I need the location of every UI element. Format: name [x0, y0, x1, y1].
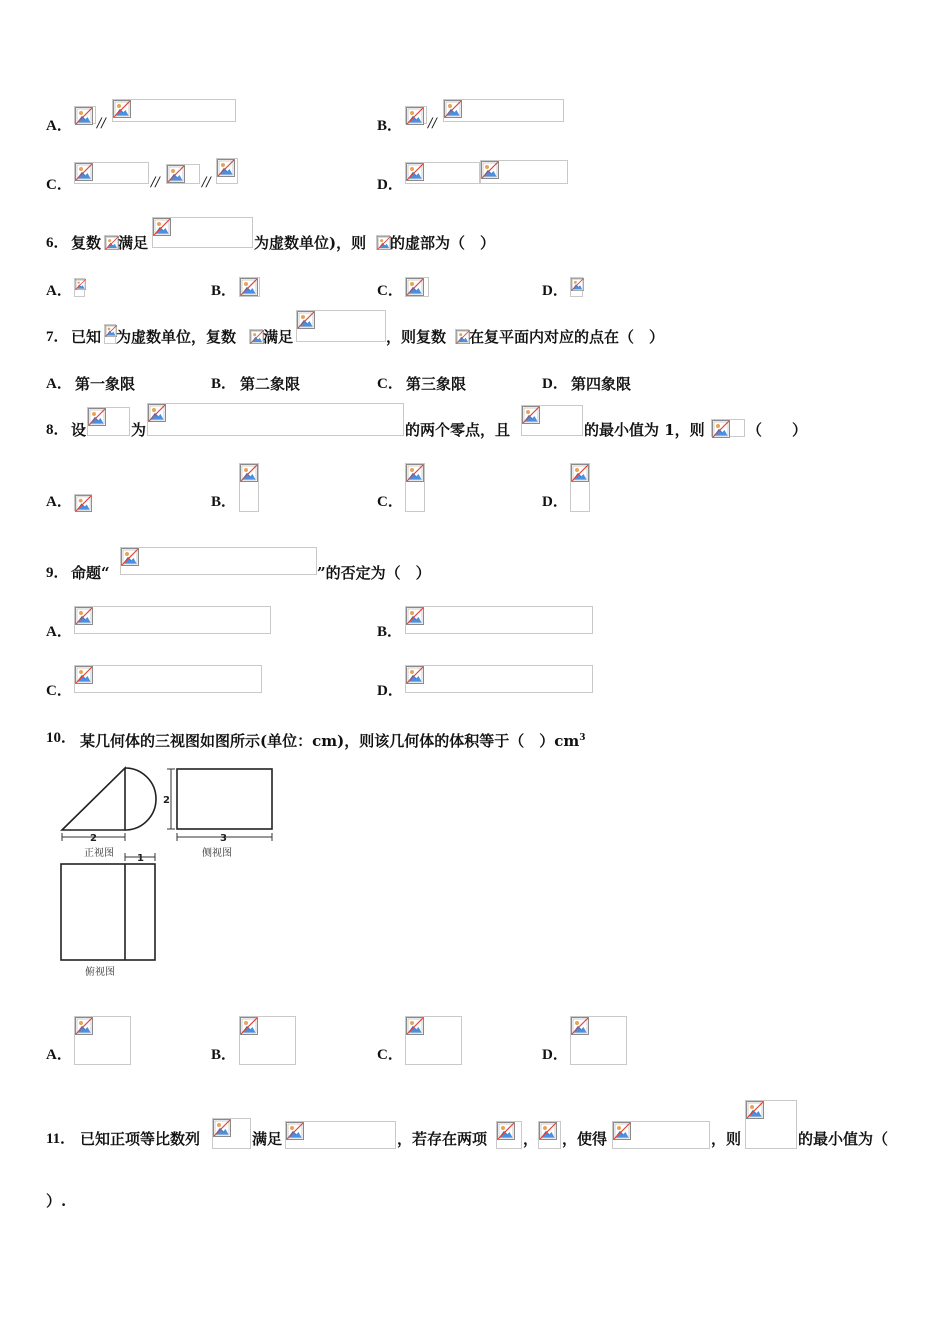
q11-text-1: 已知正项等比数列 [80, 1130, 201, 1148]
q6-text-1: 复数 [71, 234, 102, 252]
q10-text-body: 某几何体的三视图如图所示(单位：cm)，则该几何体的体积等于（ ）cm [80, 732, 580, 750]
q9-option-a [74, 606, 271, 634]
q7-option-b-label: B． [211, 376, 237, 392]
q8-x1x2 [87, 407, 130, 436]
broken-image-icon [497, 1122, 515, 1140]
q5-c-formula-3 [216, 158, 238, 184]
broken-image-icon [75, 666, 93, 684]
q6-option-a-label: A． [46, 283, 72, 299]
broken-image-icon [406, 607, 424, 625]
top-view-rectangle [61, 864, 155, 960]
q8-option-a-label: A． [46, 494, 72, 510]
q6-z2 [376, 235, 390, 250]
q8-text-4: 的最小值为 1，则 [584, 421, 705, 439]
broken-image-icon [75, 163, 93, 181]
broken-image-icon [571, 464, 589, 482]
broken-image-icon [456, 330, 470, 344]
q11-text-5: ，使得 [562, 1130, 608, 1148]
q5-d-formula-2 [480, 160, 568, 184]
q7-text-5: 在复平面内对应的点在（ ） [469, 328, 665, 346]
q5-a-parallel: // [97, 116, 106, 131]
q8-option-b-label: B． [211, 494, 237, 510]
q7-z [249, 329, 263, 344]
dim-label-2-height: 2 [163, 795, 170, 806]
q5-option-b-label: B． [377, 118, 403, 134]
broken-image-icon [88, 408, 106, 426]
q6-option-b [239, 277, 260, 297]
q10-option-d [570, 1016, 627, 1065]
q6-option-d-label: D． [542, 283, 568, 299]
q8-text-5: （ ） [747, 421, 808, 439]
broken-image-icon [406, 107, 424, 125]
q9-proposition [120, 547, 317, 575]
broken-image-icon [444, 100, 462, 118]
broken-image-icon [217, 159, 235, 177]
broken-image-icon [297, 311, 315, 329]
q9-option-a-label: A． [46, 624, 72, 640]
dim-label-3: 3 [220, 833, 227, 844]
q7-option-a-text: 第一象限 [75, 375, 136, 393]
dim-label-2-bottom: 2 [90, 833, 97, 844]
broken-image-icon [712, 420, 730, 438]
broken-image-icon [75, 1017, 93, 1035]
broken-image-icon [153, 218, 171, 236]
q11-sequence [212, 1118, 251, 1149]
q10-number: 10． [46, 730, 77, 746]
q11-number: 11． [46, 1131, 76, 1147]
q6-option-b-label: B． [211, 283, 237, 299]
q11-condition [285, 1121, 396, 1149]
q9-option-b [405, 606, 593, 634]
q9-option-c [74, 665, 262, 693]
q6-equation [152, 217, 253, 248]
broken-image-icon [613, 1122, 631, 1140]
q5-a-formula-2 [112, 99, 236, 122]
q10-option-d-label: D． [542, 1047, 568, 1063]
dim-label-1: 1 [137, 853, 144, 864]
broken-image-icon [240, 1017, 258, 1035]
q6-z [104, 235, 118, 250]
q11-text-2: 满足 [252, 1130, 283, 1148]
broken-image-icon [746, 1101, 764, 1119]
broken-image-icon [406, 666, 424, 684]
q11-text-8: ）. [46, 1192, 67, 1210]
broken-image-icon [75, 279, 86, 290]
q7-text-1: 已知 [71, 328, 102, 346]
q10-option-c-label: C． [377, 1047, 403, 1063]
q8-text-2: 为 [131, 421, 147, 439]
q6-number: 6． [46, 235, 69, 251]
q8-text-1: 设 [71, 421, 87, 439]
broken-image-icon [406, 163, 424, 181]
q8-option-c [405, 463, 425, 512]
broken-image-icon [481, 161, 499, 179]
q8-text-3: 的两个零点，且 [405, 421, 511, 439]
q5-option-c-label: C． [46, 177, 72, 193]
q5-d-formula-1 [405, 162, 480, 184]
q7-i [104, 324, 116, 344]
q10-option-b [239, 1016, 296, 1065]
broken-image-icon [539, 1122, 557, 1140]
broken-image-icon [240, 464, 258, 482]
q5-a-formula-1 [74, 106, 96, 124]
q9-text-2: ”的否定为（ ） [317, 564, 431, 582]
q7-number: 7． [46, 329, 69, 345]
q8-number: 8． [46, 422, 69, 438]
broken-image-icon [377, 236, 391, 250]
broken-image-icon [213, 1119, 231, 1137]
q7-option-b-text: 第二象限 [240, 375, 301, 393]
q11-text-3: ，若存在两项 [397, 1130, 488, 1148]
q10-unit-superscript: 3 [579, 733, 586, 743]
broken-image-icon [240, 278, 258, 296]
broken-image-icon [571, 278, 584, 291]
three-view-figure [50, 760, 285, 985]
q8-option-d-label: D． [542, 494, 568, 510]
broken-image-icon [148, 404, 166, 422]
side-view-rectangle [177, 769, 272, 829]
q6-option-c-label: C． [377, 283, 403, 299]
q11-equation [612, 1121, 710, 1149]
front-view-triangle [62, 768, 125, 830]
q10-option-a-label: A． [46, 1047, 72, 1063]
q11-am [496, 1121, 522, 1149]
broken-image-icon [286, 1122, 304, 1140]
q5-b-parallel: // [428, 116, 437, 131]
q7-text-3: 满足 [263, 328, 294, 346]
q7-text-4: ，则复数 [386, 328, 447, 346]
broken-image-icon [75, 607, 93, 625]
q6-text-4: 的虚部为（ ） [390, 234, 496, 252]
q6-option-d [570, 277, 583, 297]
q5-b-formula-2 [443, 99, 564, 122]
broken-image-icon [522, 406, 540, 424]
q7-text-2: 为虚数单位，复数 [116, 328, 237, 346]
q8-difference [521, 405, 583, 436]
q11-text-4: ， [523, 1130, 539, 1148]
broken-image-icon [250, 330, 264, 344]
q5-c-parallel-2: // [202, 175, 211, 190]
front-view-label: 正视图 [84, 848, 114, 859]
broken-image-icon [406, 464, 424, 482]
q7-equation [296, 310, 386, 342]
broken-image-icon [113, 100, 131, 118]
broken-image-icon [406, 278, 424, 296]
broken-image-icon [167, 165, 185, 183]
q5-option-a-label: A． [46, 118, 72, 134]
broken-image-icon [571, 1017, 589, 1035]
broken-image-icon [406, 1017, 424, 1035]
q7-z2 [455, 329, 469, 344]
q11-expression [745, 1100, 797, 1149]
q10-text [80, 728, 585, 751]
q10-option-a [74, 1016, 131, 1065]
side-view-label: 侧视图 [202, 848, 232, 859]
q7-option-c-label: C． [377, 376, 403, 392]
q9-option-d-label: D． [377, 683, 403, 699]
q6-text-2: 满足 [118, 234, 149, 252]
broken-image-icon [75, 107, 93, 125]
q7-option-d-text: 第四象限 [571, 375, 632, 393]
q5-b-formula-1 [405, 106, 427, 124]
q6-option-a [74, 278, 85, 297]
q7-option-c-text: 第三象限 [406, 375, 467, 393]
q6-option-c [405, 277, 429, 297]
q10-option-c [405, 1016, 462, 1065]
q5-option-d-label: D． [377, 177, 403, 193]
q8-omega [711, 419, 745, 437]
q9-number: 9． [46, 565, 69, 581]
q11-text-7: 的最小值为（ [798, 1130, 889, 1148]
q8-option-c-label: C． [377, 494, 403, 510]
q9-text-1: 命题“ [71, 564, 110, 582]
q8-option-d [570, 463, 590, 512]
broken-image-icon [121, 548, 139, 566]
broken-image-icon [75, 495, 92, 512]
q9-option-c-label: C． [46, 683, 72, 699]
q11-text-6: ，则 [711, 1130, 742, 1148]
q5-c-formula-1 [74, 162, 149, 184]
top-view-label: 俯视图 [85, 967, 115, 978]
q5-c-parallel-1: // [151, 175, 160, 190]
q5-c-formula-2 [166, 164, 200, 184]
q9-option-b-label: B． [377, 624, 403, 640]
q10-option-b-label: B． [211, 1047, 237, 1063]
q6-text-3: 为虚数单位)，则 [254, 234, 367, 252]
q8-function [147, 403, 404, 436]
q9-option-d [405, 665, 593, 693]
broken-image-icon [105, 236, 119, 250]
q8-option-a [74, 494, 92, 511]
q8-option-b [239, 463, 259, 512]
q11-an [538, 1121, 561, 1149]
q7-option-a-label: A． [46, 376, 72, 392]
front-view-semicircle [125, 768, 156, 830]
q7-option-d-label: D． [542, 376, 568, 392]
